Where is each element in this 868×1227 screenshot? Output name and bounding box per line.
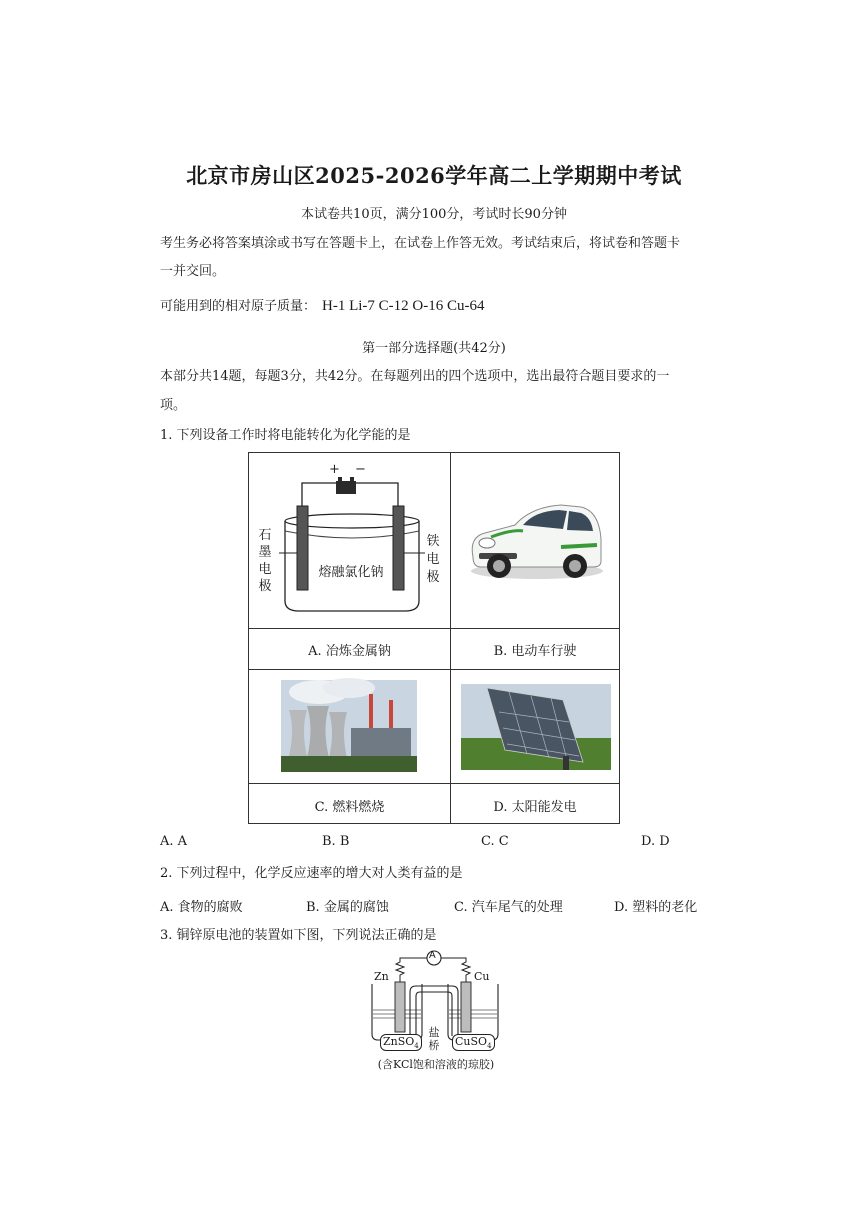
q2-choice-a: A. 食物的腐败 — [160, 900, 243, 915]
q2-choice-d: D. 塑料的老化 — [614, 900, 698, 915]
right-electrode-char: 铁 — [426, 534, 440, 549]
zinc-electrode — [395, 982, 405, 1032]
left-electrode-char: 墨 — [258, 545, 272, 560]
q1-options-table — [248, 452, 620, 824]
q2-choice-b: B. 金属的腐蚀 — [306, 900, 389, 915]
left-electrode-label — [257, 527, 273, 595]
figure-solar-panel — [451, 670, 619, 783]
cu-label: Cu — [474, 970, 490, 983]
table-divider — [249, 783, 619, 784]
exam-info: 本试卷共10页，满分100分，考试时长90分钟 — [301, 207, 567, 222]
figure-caption: (含KCl饱和溶液的琼胶) — [377, 1058, 495, 1071]
electrolysis-diagram — [249, 453, 450, 628]
q1-choice-d: D. D — [641, 834, 670, 849]
battery-minus-label: − — [355, 462, 366, 477]
zn-label: Zn — [374, 970, 389, 983]
page-title: 北京市房山区2025-2026学年高二上学期期中考试 — [186, 163, 682, 188]
power-plant-image — [249, 670, 450, 783]
iron-electrode — [393, 506, 404, 590]
part1-desc-line-1: 本部分共14题，每题3分，共42分。在每题列出的四个选项中，选出最符合题目要求的一 — [160, 369, 670, 384]
graphite-electrode — [297, 506, 308, 590]
copper-electrode — [461, 982, 471, 1032]
notice-line-2: 一并交回。 — [160, 264, 226, 279]
atomic-mass-values: H-1 Li-7 C-12 O-16 Cu-64 — [322, 298, 485, 314]
cuso4-subscript: 4 — [487, 1042, 492, 1051]
solar-panel-image — [451, 670, 619, 783]
q3-galvanic-cell-figure — [356, 948, 516, 1074]
left-electrode-char: 石 — [258, 528, 272, 543]
right-electrode-char: 电 — [426, 552, 440, 567]
right-electrode-char: 极 — [426, 570, 440, 585]
battery-plus-label: + — [329, 462, 340, 477]
znso4-label — [380, 1034, 422, 1051]
q1-stem: 1. 下列设备工作时将电能转化为化学能的是 — [160, 428, 411, 443]
option-c-caption: C. 燃料燃烧 — [314, 800, 385, 815]
znso4-subscript: 4 — [414, 1042, 419, 1051]
salt-bridge-label — [427, 1026, 441, 1052]
ammeter-label: A — [429, 950, 436, 961]
q1-choice-c: C. C — [481, 834, 509, 849]
atomic-mass-line — [160, 297, 720, 316]
q2-stem: 2. 下列过程中，化学反应速率的增大对人类有益的是 — [160, 866, 463, 881]
table-divider — [249, 628, 619, 629]
battery-icon — [336, 481, 356, 494]
znso4-text: ZnSO — [383, 1035, 415, 1048]
salt-bridge-char: 桥 — [428, 1039, 440, 1052]
left-electrode-char: 极 — [258, 579, 272, 594]
figure-power-plant — [249, 670, 450, 783]
electric-car-image — [451, 453, 619, 628]
right-electrode-label — [425, 533, 441, 587]
atomic-mass-label: 可能用到的相对原子质量： — [160, 299, 317, 314]
cuso4-label — [452, 1034, 495, 1051]
cuso4-text: CuSO — [455, 1035, 488, 1048]
option-d-caption: D. 太阳能发电 — [493, 800, 577, 815]
figure-electric-car — [451, 453, 619, 628]
q3-stem: 3. 铜锌原电池的装置如下图，下列说法正确的是 — [160, 928, 437, 943]
figure-electrolysis — [249, 453, 450, 628]
q1-choice-a: A. A — [160, 834, 188, 849]
part1-heading: 第一部分选择题(共42分) — [362, 341, 506, 356]
option-b-caption: B. 电动车行驶 — [493, 644, 577, 659]
left-electrode-char: 电 — [258, 562, 272, 577]
q1-choice-b: B. B — [322, 834, 350, 849]
part1-desc-line-2: 项。 — [160, 398, 187, 413]
electrolyte-label: 熔融氯化钠 — [318, 565, 384, 580]
salt-bridge-char: 盐 — [428, 1026, 440, 1039]
notice-line-1: 考生务必将答案填涂或书写在答题卡上，在试卷上作答无效。考试结束后，将试卷和答题卡 — [160, 236, 681, 251]
q2-choice-c: C. 汽车尾气的处理 — [454, 900, 563, 915]
option-a-caption: A. 冶炼金属钠 — [308, 644, 391, 659]
